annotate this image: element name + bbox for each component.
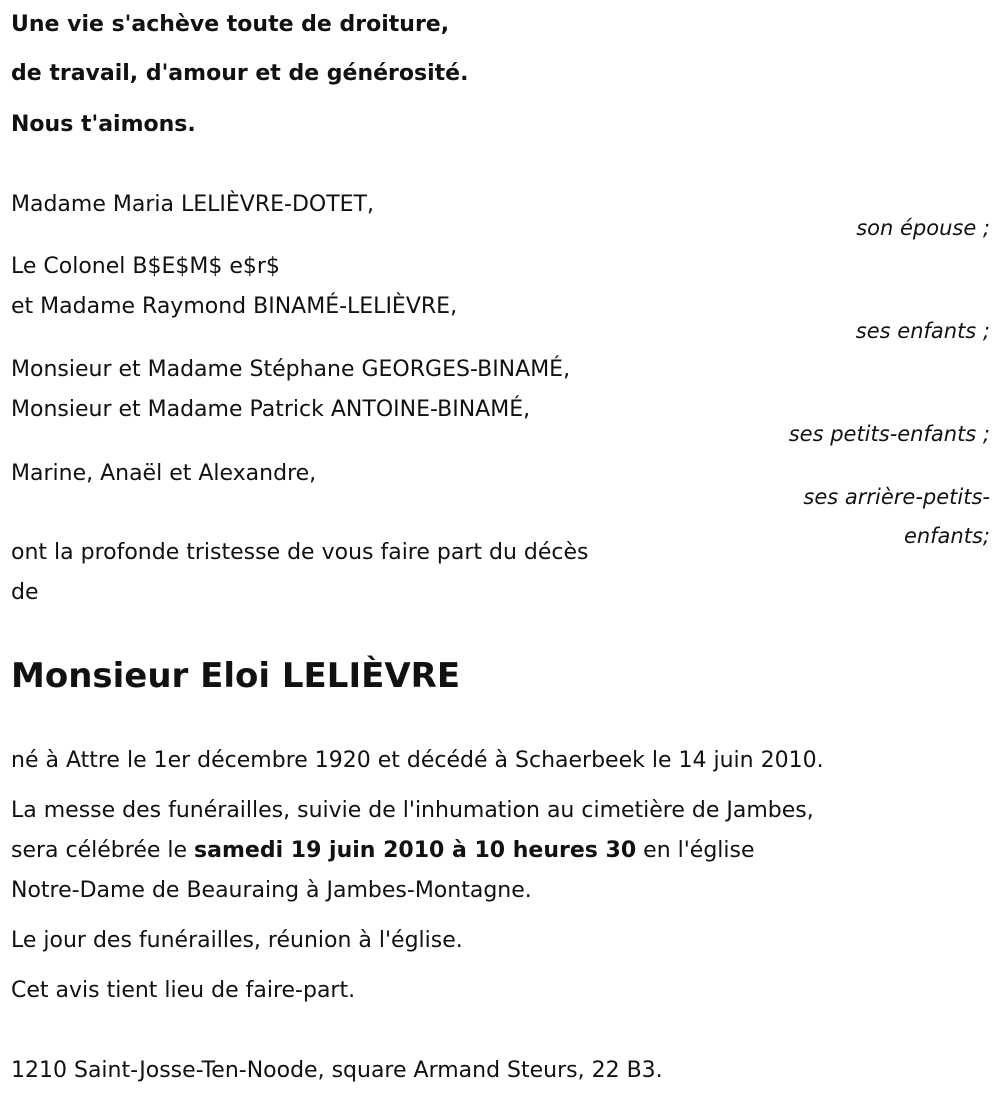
funeral-date-time: samedi 19 juin 2010 à 10 heures 30 (194, 838, 637, 863)
children-line-1: Le Colonel B$E$M$ e$r$ (11, 254, 280, 279)
birth-death-line: né à Attre le 1er décembre 1920 et décédé à Schaerbeek le 14 juin 2010. (11, 748, 824, 773)
grandchildren-line-2: Monsieur et Madame Patrick ANTOINE-BINAMÉ, (11, 397, 531, 422)
funeral-line-2-prefix: sera célébrée le (11, 838, 195, 863)
children-relation: ses enfants ; (855, 319, 990, 343)
motto-line-2: de travail, d'amour et de générosité. (11, 61, 469, 86)
address-line: 1210 Saint-Josse-Ten-Noode, square Armand Steurs, 22 B3. (11, 1058, 663, 1083)
meeting-line: Le jour des funérailles, réunion à l'église. (11, 928, 463, 953)
deceased-name: Monsieur Eloi LELIÈVRE (11, 656, 461, 696)
announcement-line-1: ont la profonde tristesse de vous faire part du décès (11, 540, 589, 565)
spouse-relation: son épouse ; (856, 216, 990, 240)
motto-line-1: Une vie s'achève toute de droiture, (11, 12, 450, 37)
great-grandchildren-names: Marine, Anaël et Alexandre, (11, 461, 317, 486)
announcement-line-2: de (11, 580, 39, 605)
grandchildren-relation: ses petits-enfants ; (788, 422, 990, 446)
funeral-line-2-suffix: en l'église (636, 838, 755, 863)
notice-line: Cet avis tient lieu de faire-part. (11, 978, 356, 1003)
great-grandchildren-relation-line-1: ses arrière-petits- (803, 485, 990, 509)
funeral-line-2 (11, 836, 755, 866)
great-grandchildren-relation-line-2: enfants; (903, 524, 990, 548)
spouse-name: Madame Maria LELIÈVRE-DOTET, (11, 192, 374, 217)
funeral-line-1: La messe des funérailles, suivie de l'inhumation au cimetière de Jambes, (11, 798, 814, 823)
children-line-2: et Madame Raymond BINAMÉ-LELIÈVRE, (11, 294, 458, 319)
grandchildren-line-1: Monsieur et Madame Stéphane GEORGES-BINAMÉ, (11, 357, 571, 382)
motto-line-3: Nous t'aimons. (11, 112, 196, 137)
funeral-line-3: Notre-Dame de Beauraing à Jambes-Montagne. (11, 878, 532, 903)
